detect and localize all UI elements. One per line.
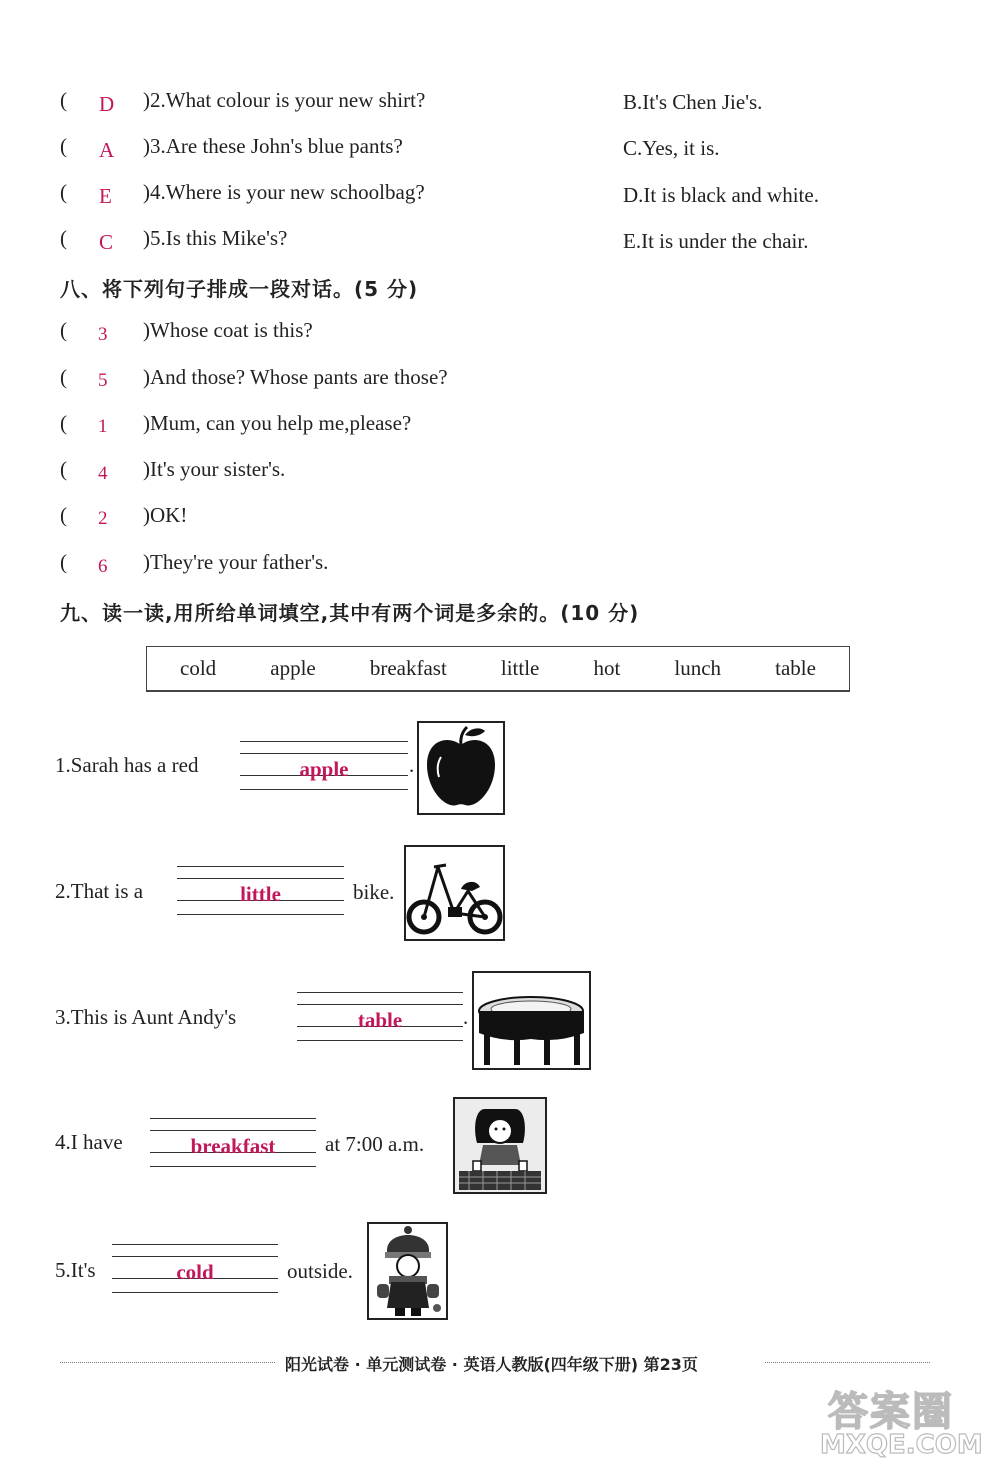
left-paren: ( bbox=[60, 88, 67, 112]
fill-answer: breakfast bbox=[190, 1134, 276, 1158]
fill-question-prefix: 2.That is a bbox=[55, 879, 144, 903]
bicycle-icon bbox=[404, 845, 505, 941]
match-option: E.It is under the chair. bbox=[623, 229, 809, 253]
match-question: )5.Is this Mike's? bbox=[143, 226, 288, 250]
apple-icon bbox=[417, 721, 505, 815]
answer-letter: C bbox=[99, 230, 114, 254]
child-in-winter-clothes-icon bbox=[367, 1222, 448, 1320]
dialogue-line: )Whose coat is this? bbox=[143, 318, 313, 342]
word-bank-item: table bbox=[775, 656, 816, 680]
four-line-grid bbox=[112, 1240, 278, 1298]
watermark-logo-text: 答案圈 bbox=[828, 1389, 954, 1435]
left-paren: ( bbox=[60, 134, 67, 158]
footer-text: 阳光试卷 · 单元测试卷 · 英语人教版(四年级下册) 第23页 bbox=[285, 1355, 698, 1374]
girl-eating-icon bbox=[453, 1097, 547, 1194]
order-number: 1 bbox=[98, 416, 108, 437]
word-bank-item: hot bbox=[593, 656, 621, 680]
fill-question-prefix: 4.I have bbox=[55, 1130, 123, 1154]
match-option: D.It is black and white. bbox=[623, 183, 819, 207]
fill-answer: little bbox=[240, 882, 281, 906]
answer-letter: A bbox=[99, 138, 115, 162]
word-bank-item: breakfast bbox=[369, 656, 447, 680]
left-paren: ( bbox=[60, 180, 67, 204]
left-paren: ( bbox=[60, 365, 67, 389]
fill-question-prefix: 1.Sarah has a red bbox=[55, 753, 199, 777]
fill-answer: apple bbox=[299, 757, 349, 781]
four-line-grid bbox=[177, 862, 344, 920]
watermark-url: MXQE.COM bbox=[820, 1430, 983, 1460]
left-paren: ( bbox=[60, 226, 67, 250]
order-number: 4 bbox=[98, 463, 108, 484]
fill-question-prefix: 5.It's bbox=[55, 1258, 96, 1282]
dialogue-line: )And those? Whose pants are those? bbox=[143, 365, 448, 389]
order-number: 6 bbox=[98, 556, 108, 577]
answer-letter: E bbox=[99, 184, 112, 208]
word-bank-item: apple bbox=[270, 656, 316, 680]
fill-question-suffix: outside. bbox=[287, 1259, 353, 1283]
match-option: C.Yes, it is. bbox=[623, 136, 720, 160]
left-paren: ( bbox=[60, 457, 67, 481]
match-question: )2.What colour is your new shirt? bbox=[143, 88, 426, 112]
word-bank-item: little bbox=[500, 656, 540, 680]
section-9-title: 九、读一读,用所给单词填空,其中有两个词是多余的。(10 分) bbox=[60, 601, 640, 625]
fill-question-suffix: . bbox=[463, 1005, 469, 1029]
word-bank bbox=[146, 646, 850, 692]
fill-question-suffix: . bbox=[409, 753, 415, 777]
word-bank-item: cold bbox=[180, 656, 217, 680]
fill-answer: cold bbox=[176, 1260, 214, 1284]
dialogue-line: )OK! bbox=[143, 503, 188, 527]
section-8-title: 八、将下列句子排成一段对话。(5 分) bbox=[60, 277, 419, 301]
table-icon bbox=[472, 971, 591, 1070]
fill-question-suffix: bike. bbox=[353, 880, 395, 904]
left-paren: ( bbox=[60, 411, 67, 435]
left-paren: ( bbox=[60, 318, 67, 342]
match-option: B.It's Chen Jie's. bbox=[623, 90, 763, 114]
fill-question-prefix: 3.This is Aunt Andy's bbox=[55, 1005, 237, 1029]
order-number: 3 bbox=[98, 324, 108, 345]
four-line-grid bbox=[240, 737, 408, 795]
order-number: 5 bbox=[98, 370, 108, 391]
dialogue-line: )It's your sister's. bbox=[143, 457, 286, 481]
fill-question-suffix: at 7:00 a.m. bbox=[325, 1132, 425, 1156]
answer-letter: D bbox=[99, 92, 115, 116]
four-line-grid bbox=[297, 988, 463, 1046]
fill-answer: table bbox=[357, 1008, 403, 1032]
dialogue-line: )They're your father's. bbox=[143, 550, 329, 574]
match-question: )4.Where is your new schoolbag? bbox=[143, 180, 425, 204]
word-bank-item: lunch bbox=[674, 656, 722, 680]
order-number: 2 bbox=[98, 508, 108, 529]
left-paren: ( bbox=[60, 550, 67, 574]
match-question: )3.Are these John's blue pants? bbox=[143, 134, 403, 158]
four-line-grid bbox=[150, 1114, 316, 1172]
watermark-logo bbox=[820, 1380, 995, 1462]
page-footer bbox=[60, 1350, 930, 1376]
left-paren: ( bbox=[60, 503, 67, 527]
dialogue-line: )Mum, can you help me,please? bbox=[143, 411, 412, 435]
